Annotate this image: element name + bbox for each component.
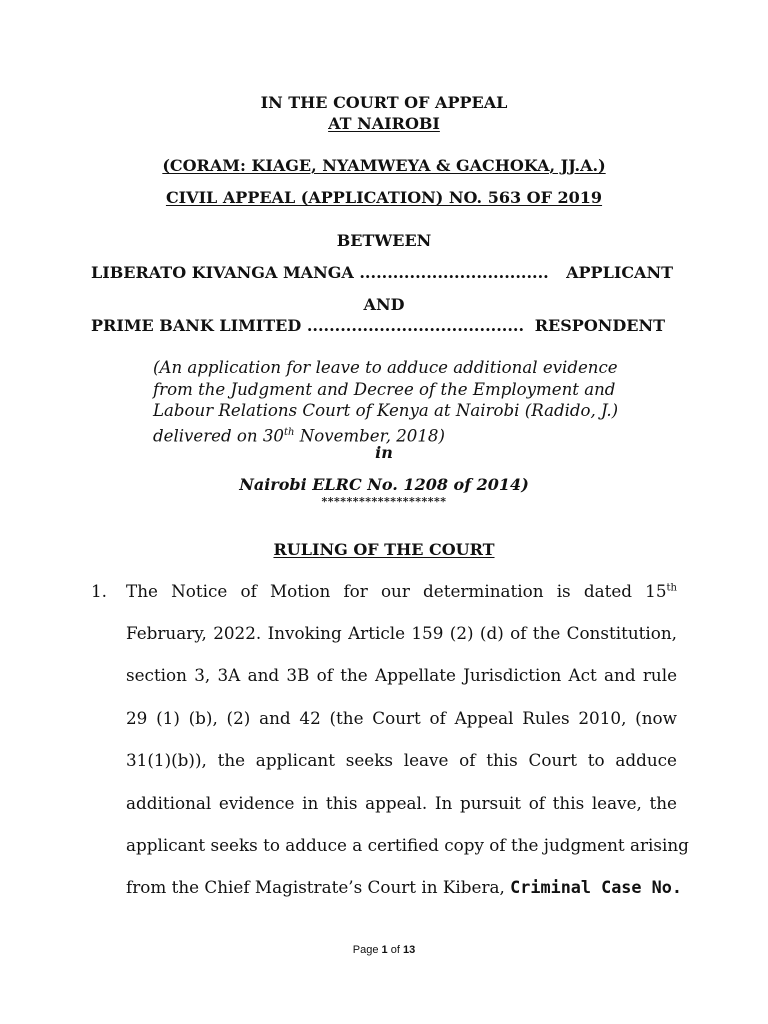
origin-case: Nairobi ELRC No. 1208 of 2014) — [239, 475, 529, 494]
paragraph-line-1-text: The Notice of Motion for our determination is dated 15 — [126, 581, 667, 601]
paragraph-line-3: section 3, 3A and 3B of the Appellate Jurisdiction Act and rule — [126, 665, 677, 685]
paragraph-line-6: additional evidence in this appeal. In pursuit of this leave, the — [126, 793, 677, 813]
note-line-3: Labour Relations Court of Kenya at Nairobi (Radido, J.) — [153, 401, 619, 420]
paragraph-line-2: February, 2022. Invoking Article 159 (2) (d) of the Constitution, — [126, 623, 677, 643]
respondent-role: RESPONDENT — [534, 316, 665, 335]
paragraph-line-8 — [126, 877, 682, 897]
coram — [0, 156, 768, 175]
note-line-4-suffix: November, 2018) — [294, 426, 445, 446]
note-line-4-prefix: delivered on 30 — [153, 426, 284, 446]
respondent-line — [91, 316, 665, 335]
paragraph-line-8-bold: Criminal Case No. — [510, 877, 682, 897]
paragraph-line-8-text: from the Chief Magistrate’s Court in Kibera, — [126, 877, 511, 897]
note-line-1: (An application for leave to adduce additional evidence — [153, 358, 618, 377]
court-location — [0, 114, 768, 133]
coram-text: (CORAM: KIAGE, NYAMWEYA & GACHOKA, JJ.A.) — [162, 156, 606, 175]
respondent-dots: ....................................... — [306, 316, 525, 335]
of-label: of — [390, 944, 400, 956]
court-location-text: AT NAIROBI — [328, 114, 440, 133]
page-current: 1 — [381, 944, 388, 956]
court-title: IN THE COURT OF APPEAL — [260, 93, 508, 112]
note-line-4-sup: th — [283, 426, 295, 438]
applicant-dots: .................................. — [359, 263, 549, 282]
application-note — [153, 357, 633, 447]
in-label: in — [375, 443, 393, 462]
case-number-text: CIVIL APPEAL (APPLICATION) NO. 563 OF 2019 — [165, 188, 603, 207]
respondent-name: PRIME BANK LIMITED — [91, 316, 302, 335]
page-footer — [0, 944, 768, 956]
paragraph-line-1-sup: th — [666, 582, 677, 594]
paragraph-number: 1. — [91, 581, 108, 601]
between-label: BETWEEN — [336, 231, 432, 250]
applicant-name: LIBERATO KIVANGA MANGA — [91, 263, 354, 282]
note-line-2: from the Judgment and Decree of the Employment and — [153, 379, 616, 399]
ruling-title — [0, 540, 768, 559]
paragraph-line-5: 31(1)(b)), the applicant seeks leave of this Court to adduce — [126, 750, 677, 770]
ruling-title-text: RULING OF THE COURT — [273, 540, 495, 559]
separator: ******************** — [321, 495, 447, 508]
and-label: AND — [363, 295, 405, 314]
paragraph-line-1 — [126, 581, 677, 601]
paragraph-line-4: 29 (1) (b), (2) and 42 (the Court of Appeal Rules 2010, (now — [126, 708, 677, 728]
applicant-line — [91, 263, 673, 282]
applicant-role: APPLICANT — [566, 263, 673, 282]
page-total: 13 — [402, 944, 416, 956]
page-label: Page — [352, 944, 379, 956]
paragraph-line-7: applicant seeks to adduce a certified copy of the judgment arising — [126, 835, 689, 855]
case-number — [0, 188, 768, 207]
